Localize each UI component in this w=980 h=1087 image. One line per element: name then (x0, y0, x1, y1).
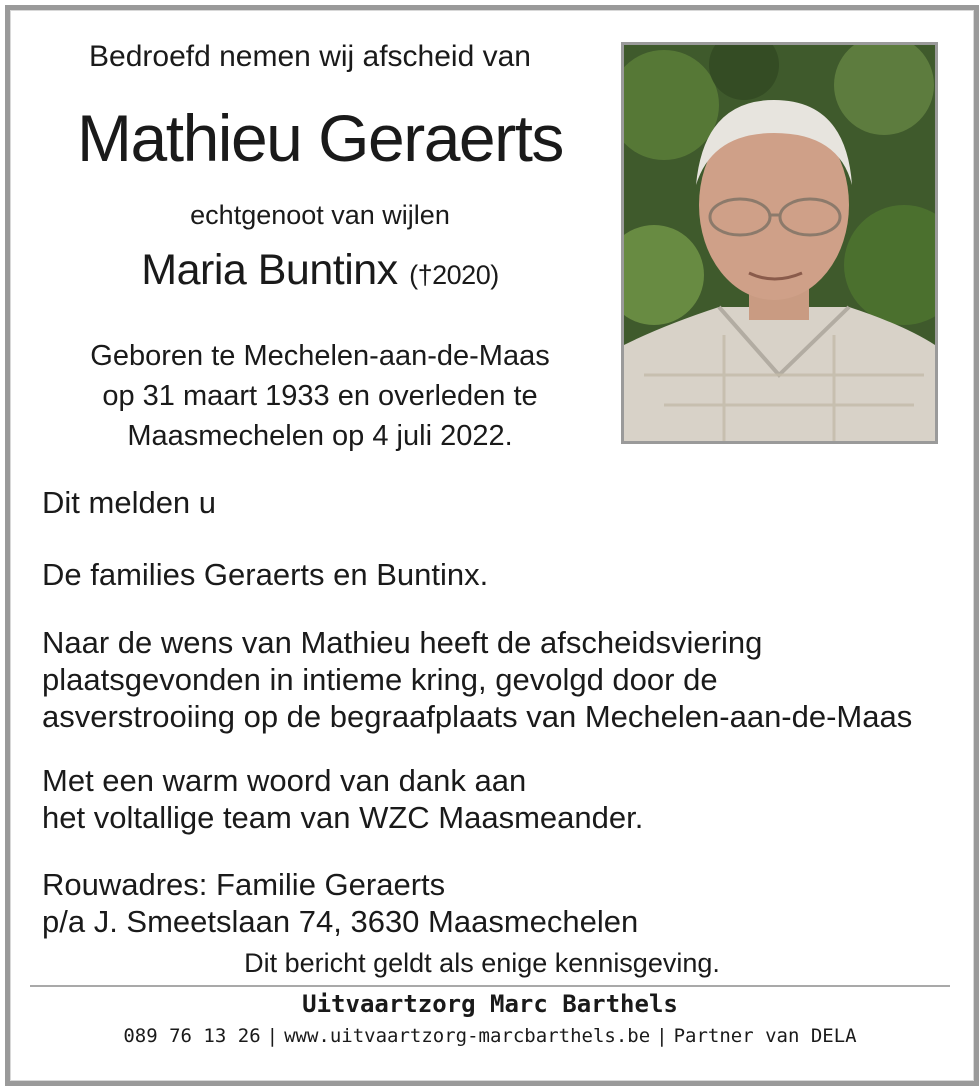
footer-divider (30, 985, 950, 987)
ceremony-line: Naar de wens van Mathieu heeft de afscheidsviering (42, 625, 763, 660)
intro-text: Bedroefd nemen wij afscheid van (89, 40, 531, 73)
spouse-death-year: (†2020) (409, 260, 499, 290)
notification-line: Dit melden u (42, 485, 217, 520)
birth-details (30, 336, 610, 456)
thanks-paragraph (42, 762, 643, 836)
separator: | (266, 1025, 279, 1047)
ceremony-paragraph (42, 624, 912, 735)
birth-line: Maasmechelen op 4 juli 2022. (127, 420, 513, 452)
phone-number: 089 76 13 26 (123, 1025, 261, 1047)
deceased-name: Mathieu Geraerts (77, 101, 563, 175)
partner-text: Partner van DELA (673, 1025, 857, 1047)
thanks-line: Met een warm woord van dank aan (42, 763, 527, 798)
mourning-address (42, 866, 638, 940)
thanks-line: het voltallige team van WZC Maasmeander. (42, 800, 644, 835)
birth-line: op 31 maart 1933 en overleden te (102, 380, 538, 412)
birth-line: Geboren te Mechelen-aan-de-Maas (90, 340, 550, 372)
ceremony-line: asverstrooiing op de begraafplaats van Mechelen-aan-de-Maas (42, 699, 913, 734)
spouse-line (30, 246, 610, 295)
spouse-intro: echtgenoot van wijlen (190, 200, 450, 230)
address-line: Rouwadres: Familie Geraerts (42, 867, 446, 902)
families-line: De families Geraerts en Buntinx. (42, 557, 489, 592)
notice-text: Dit bericht geldt als enige kennisgeving. (244, 948, 720, 978)
portrait-photo (621, 42, 938, 444)
contact-line (30, 1025, 950, 1047)
undertaker-name: Uitvaartzorg Marc Barthels (302, 990, 678, 1018)
spouse-name: Maria Buntinx (141, 246, 398, 294)
ceremony-line: plaatsgevonden in intieme kring, gevolgd door de (42, 662, 718, 697)
address-line: p/a J. Smeetslaan 74, 3630 Maasmechelen (42, 904, 639, 939)
website-link[interactable]: www.uitvaartzorg-marcbarthels.be (284, 1025, 651, 1047)
separator: | (656, 1025, 668, 1047)
